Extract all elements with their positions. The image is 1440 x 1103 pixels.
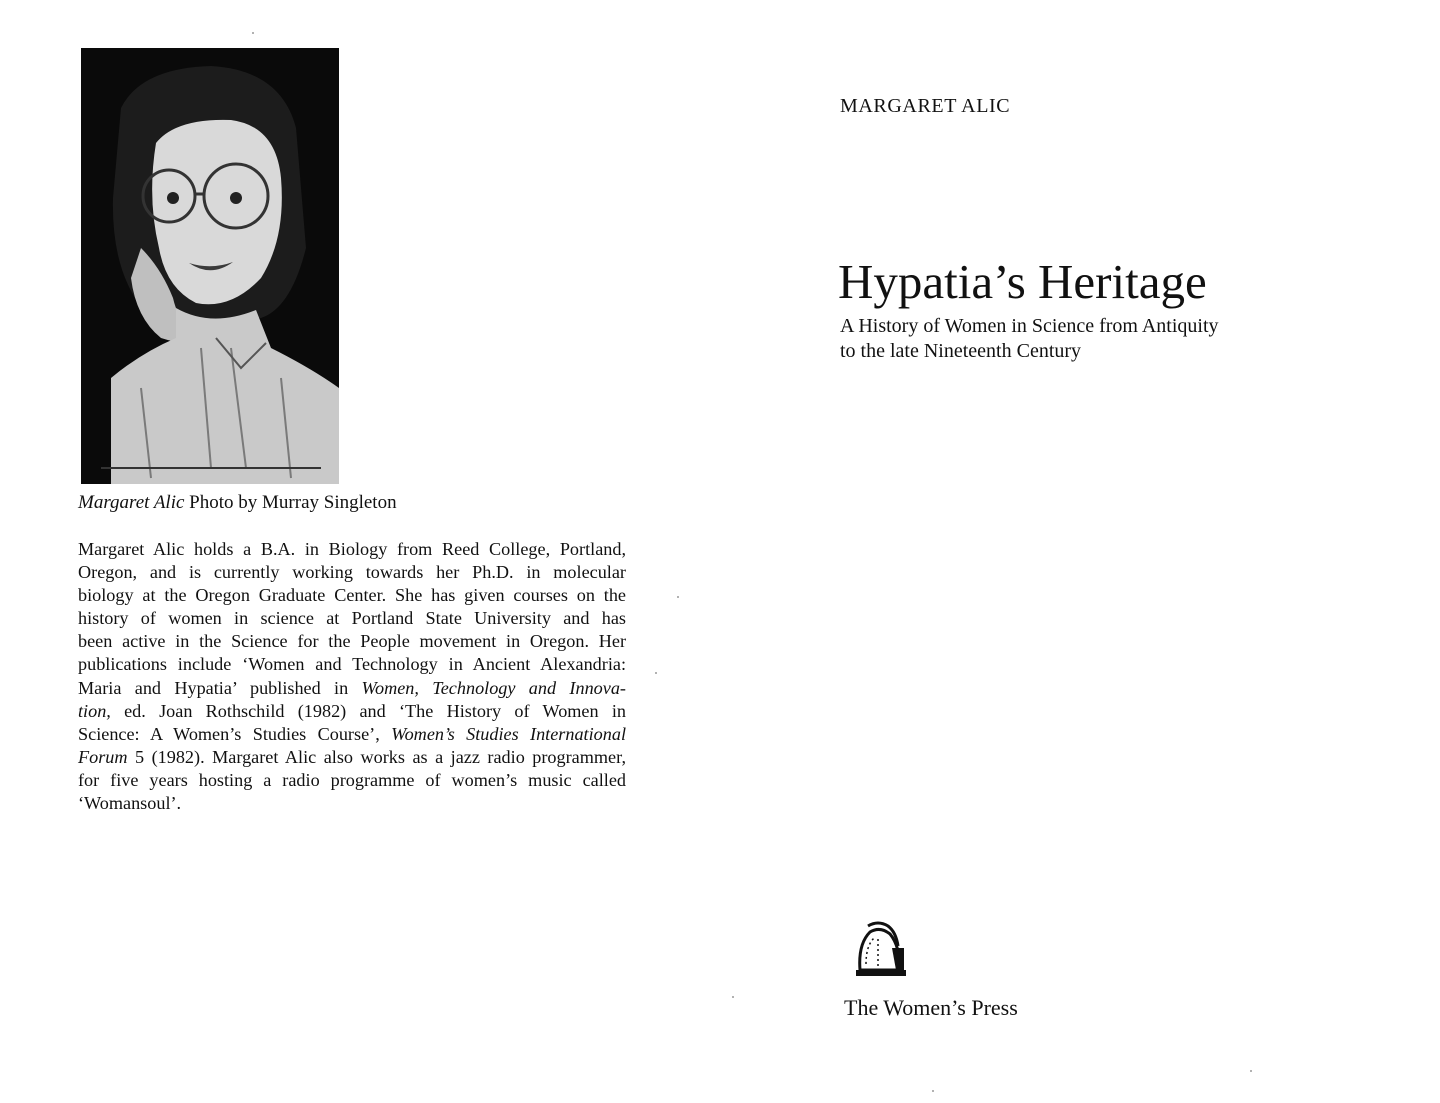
author-portrait-image: [81, 48, 339, 484]
bio-line: Margaret Alic holds a B.A. in Biology from Reed College, Portland,: [78, 539, 626, 559]
caption-name: Margaret Alic: [78, 492, 185, 513]
bio-line: Forum 5 (1982). Margaret Alic also works as a jazz radio programmer,: [78, 746, 626, 767]
scan-speck: [252, 32, 254, 34]
publisher-name: The Women’s Press: [844, 995, 1018, 1020]
bio-italic-journal: Forum: [78, 746, 128, 767]
scan-speck: [677, 596, 679, 598]
bio-line: biology at the Oregon Graduate Center. She has given courses on the: [78, 585, 626, 606]
caption-credit: Photo by Murray Singleton: [189, 492, 397, 513]
book-title: Hypatia’s Heritage: [838, 254, 1207, 309]
scan-speck: [932, 1090, 934, 1092]
bio-line: Maria and Hypatia’ published in Women, Technology and Innova-: [78, 677, 626, 698]
bio-italic-title: tion,: [78, 700, 111, 721]
scan-speck: [1250, 1070, 1252, 1072]
bio-line: for five years hosting a radio programme of women’s music called: [78, 769, 626, 790]
scan-speck: [732, 996, 734, 998]
bio-line: tion, ed. Joan Rothschild (1982) and ‘The History of Women in: [78, 700, 626, 721]
author-photo: [81, 48, 339, 484]
right-page: [720, 0, 1440, 1103]
iron-icon: [850, 920, 910, 982]
author-bio: [78, 538, 626, 815]
subtitle-line: A History of Women in Science from Antiquity: [840, 315, 1219, 337]
author-name: MARGARET ALIC: [840, 95, 1011, 117]
book-subtitle: [840, 314, 1300, 364]
subtitle-line: to the late Nineteenth Century: [840, 340, 1082, 362]
bio-line: history of women in science at Portland State University and has: [78, 608, 626, 629]
photo-caption: [78, 491, 397, 515]
bio-line: been active in the Science for the People movement in Oregon. Her: [78, 631, 626, 652]
bio-line: ‘Womansoul’.: [78, 793, 182, 814]
bio-line: publications include ‘Women and Technology in Ancient Alexandria:: [78, 654, 626, 675]
bio-italic-journal: Women’s Studies International: [391, 723, 626, 744]
bio-line: Science: A Women’s Studies Course’, Women’s Studies International: [78, 723, 626, 744]
bio-italic-title: Women, Technology and Innova-: [361, 677, 626, 698]
scan-speck: [655, 672, 657, 674]
bio-line: Oregon, and is currently working towards her Ph.D. in molecular: [78, 562, 626, 583]
